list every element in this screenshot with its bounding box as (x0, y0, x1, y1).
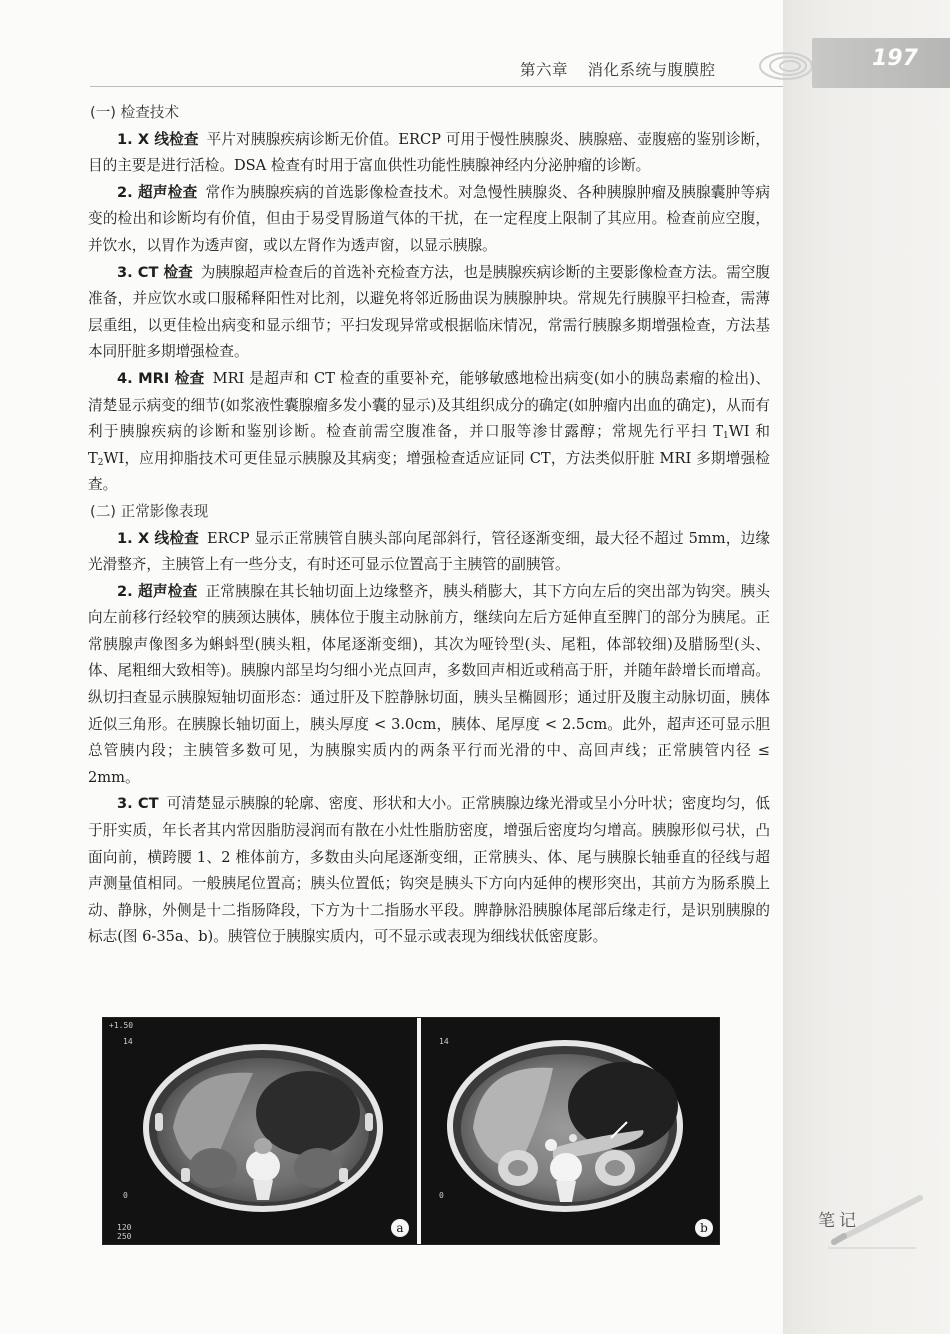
chapter-title: 消化系统与腹膜腔 (587, 61, 716, 79)
paragraph-label: 4. MRI 检查 (117, 369, 205, 387)
overlay-text: 250 (117, 1232, 132, 1241)
swirl-decoration-icon (756, 44, 816, 84)
panel-label-b: b (700, 1221, 708, 1235)
paragraph-ultrasound (88, 180, 770, 260)
paragraph-label: 1. X 线检查 (117, 130, 199, 148)
paragraph-text: WI，应用抑脂技术可更佳显示胰腺及其病变；增强检查适应证同 CT，方法类似肝脏 MRI 多期增强检查。 (88, 449, 770, 494)
ct-scan-images (103, 1018, 719, 1244)
paragraph-text: 为胰腺超声检查后的首选补充检查方法，也是胰腺疾病诊断的主要影像检查方法。需空腹准备，并应饮水或口服稀释阳性对比剂，以避免将邻近肠曲误为胰腺肿块。常规先行胰腺平扫检查，需薄层重组，以更佳检出病变和显示细节；平扫发现异常或根据临床情况，常需行胰腺多期增强检查，方法基本同肝脏多期增强检查。 (88, 263, 770, 361)
subscript: 2 (97, 457, 104, 468)
panel-label-a: a (396, 1221, 404, 1235)
paragraph-normal-xray (88, 526, 770, 579)
paragraph-text: 可清楚显示胰腺的轮廓、密度、形状和大小。正常胰腺边缘光滑或呈小分叶状；密度均匀，低于肝实质，年长者其内常因脂肪浸润而有散在小灶性脂肪密度，增强后密度均匀增高。胰腺形似弓状，凸面向前，横跨腰 1、2 椎体前方，多数由头向尾逐渐变细，正常胰头、体、尾与胰腺长轴垂直的径线与超声测量值相同。一般胰尾位置高；胰头位置低；钩突是胰头下方向内延伸的楔形突出，其前方为肠系膜上动、静脉，外侧是十二指肠降段，下方为十二指肠水平段。脾静脉沿胰腺体尾部后缘走行，是识别胰腺的标志(图 6-35a、b)。胰管位于胰腺实质内，可不显示或表现为细线状低密度影。 (88, 795, 770, 946)
page-number: 197 (872, 46, 918, 71)
ct-panel-b (421, 1018, 719, 1244)
page-margin (783, 0, 950, 1334)
paragraph-text: 正常胰腺在其长轴切面上边缘整齐，胰头稍膨大，其下方向左后的突出部为钩突。胰头向左前移行经较窄的胰颈达胰体，胰体位于腹主动脉前方，继续向左后方延伸直至脾门的部分为胰尾。正常胰腺声像图多为蝌蚪型(胰头粗，体尾逐渐变细)，其次为哑铃型(头、尾粗，体部较细)及腊肠型(头、体、尾粗细大致相等)。胰腺内部呈均匀细小光点回声，多数回声相近或稍高于肝，并随年龄增长而增高。纵切扫查显示胰腺短轴切面形态：通过肝及下腔静脉切面，胰头呈椭圆形；通过肝及腹主动脉切面，胰体近似三角形。在胰腺长轴切面上，胰头厚度 < 3.0cm，胰体、尾厚度 < 2.5cm。此外，超声还可显示胆总管胰内段；主胰管多数可见，为胰腺实质内的两条平行而光滑的中、高回声线；正常胰管内径 ≤ 2mm。 (88, 582, 770, 786)
paragraph-xray (88, 127, 770, 180)
paragraph-ct (88, 260, 770, 366)
paragraph-text: MRI 是超声和 CT 检查的重要补充，能够敏感地检出病变(如小的胰岛素瘤的检出)、清楚显示病变的细节(如浆液性囊腺瘤多发小囊的显示)及其组织成分的确定(如肿瘤内出血的确定)，从而有利于胰腺疾病的诊断和鉴别诊断。检查前需空腹准备，并口服等渗甘露醇；常规先行平扫 T (88, 369, 770, 441)
section-heading-normal: (二) 正常影像表现 (90, 502, 209, 520)
paragraph-label: 2. 超声检查 (117, 183, 198, 201)
margin-notes-label: 笔记 (818, 1211, 860, 1231)
overlay-text: 0 (439, 1191, 444, 1200)
paragraph-normal-ultrasound (88, 579, 770, 792)
section-heading-technique: (一) 检查技术 (90, 104, 179, 121)
ct-figure (102, 1017, 720, 1245)
ct-panel-a (103, 1018, 417, 1244)
overlay-text: 14 (439, 1037, 449, 1046)
chapter-number: 第六章 (520, 61, 569, 79)
paragraph-text: 常作为胰腺疾病的首选影像检查技术。对急慢性胰腺炎、各种胰腺肿瘤及胰腺囊肿等病变的检出和诊断均有价值，但由于易受胃肠道气体的干扰，在一定程度上限制了其应用。检查前应空腹，并饮水，以胃作为透声窗，或以左肾作为透声窗，以显示胰腺。 (88, 183, 770, 254)
paragraph-label: 3. CT (117, 795, 159, 813)
paragraph-label: 1. X 线检查 (117, 529, 199, 547)
overlay-text: 0 (123, 1191, 128, 1200)
page-body (88, 100, 770, 951)
running-header (520, 58, 715, 80)
subscript: 1 (722, 431, 729, 442)
paragraph-label: 2. 超声检查 (117, 582, 198, 600)
paragraph-text: 平片对胰腺疾病诊断无价值。ERCP 可用于慢性胰腺炎、胰腺癌、壶腹癌的鉴别诊断，目的主要是进行活检。DSA 检查有时用于富血供性功能性胰腺神经内分泌肿瘤的诊断。 (88, 130, 770, 175)
paragraph-label: 3. CT 检查 (117, 263, 193, 281)
paragraph-text: WI 和 T (88, 423, 770, 467)
paragraph-normal-ct (88, 791, 770, 951)
overlay-text: +1.50 (109, 1021, 134, 1030)
overlay-text: 120 (117, 1223, 132, 1232)
header-rule (90, 86, 783, 87)
panel-divider (417, 1018, 421, 1244)
paragraph-text: ERCP 显示正常胰管自胰头部向尾部斜行，管径逐渐变细，最大径不超过 5mm，边缘光滑整齐，主胰管上有一些分支，有时还可显示位置高于主胰管的副胰管。 (88, 529, 770, 574)
paragraph-mri (88, 366, 770, 499)
overlay-text: 14 (123, 1037, 133, 1046)
